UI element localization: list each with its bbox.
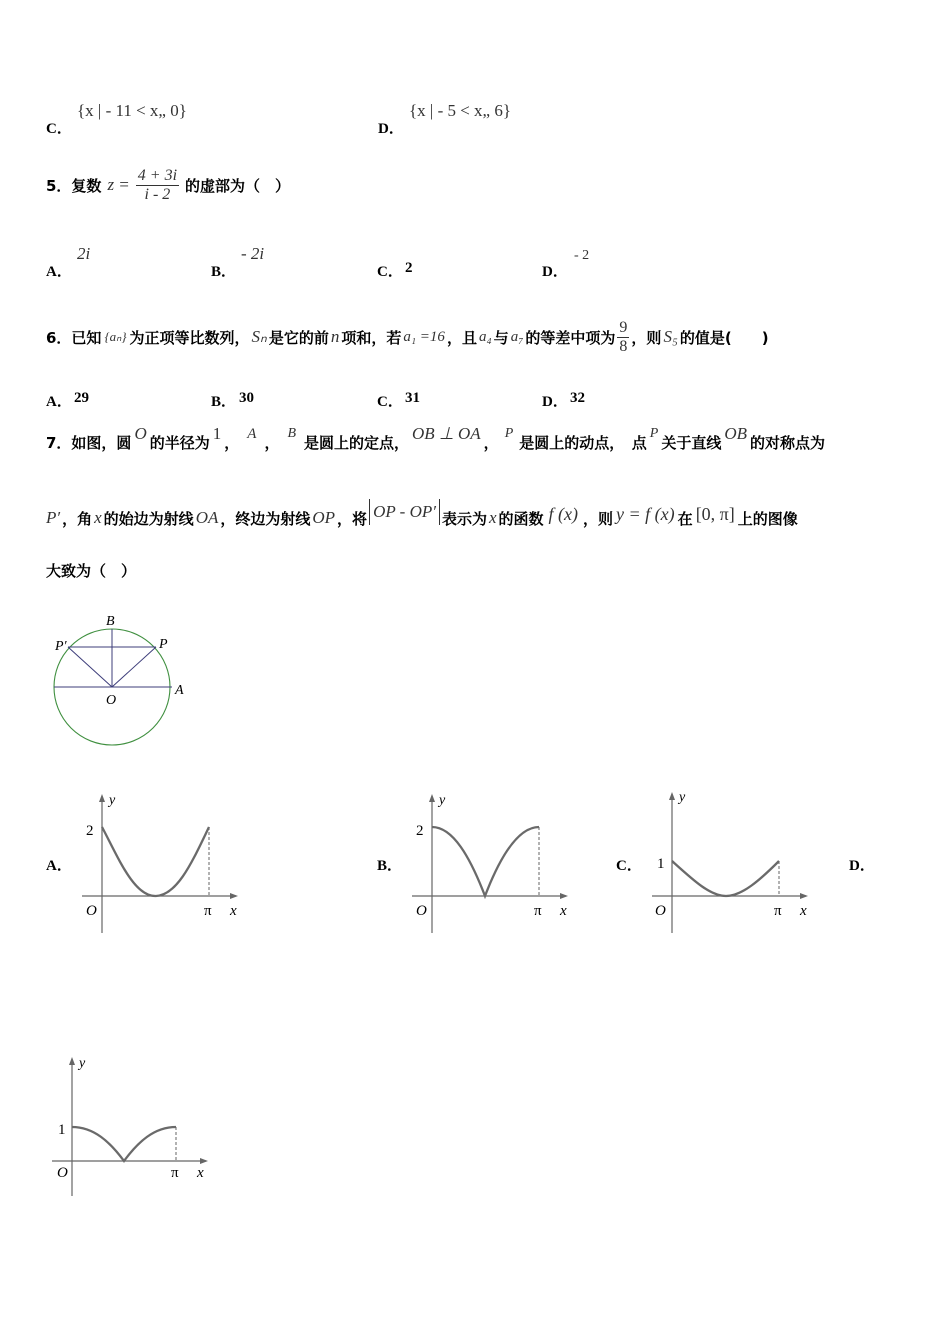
q7-l1-B: B <box>287 426 297 441</box>
graph-d-curve <box>72 1127 176 1161</box>
q6-s5: S₅ <box>663 327 678 346</box>
q7-l2-OA: OA <box>195 508 219 527</box>
q7-l2-text-1: ，角 <box>62 509 93 528</box>
graph-d-x-label: x <box>197 1165 204 1181</box>
graph-a-label: A． <box>46 858 72 874</box>
circle-figure <box>40 608 210 753</box>
q5-suffix: 的虚部为（ ） <box>185 176 291 195</box>
q6-text-3: 是它的前 <box>268 328 329 347</box>
q7-l2-text-8: 在 <box>677 509 693 528</box>
graph-c-label: C． <box>616 858 642 874</box>
q6-fraction <box>617 319 629 356</box>
q5-fraction <box>136 167 179 204</box>
q5-prefix: 5．复数 <box>46 176 102 195</box>
q7-l2-fx: f (x) <box>548 503 579 524</box>
segment-op-prime <box>68 647 112 687</box>
graph-d-origin: O <box>57 1165 68 1181</box>
q7-l2-abs: OP - OP′ <box>369 499 440 525</box>
q7-l2-text-5: 表示为 <box>441 509 487 528</box>
q5-option-b-value: - 2i <box>241 244 265 263</box>
graph-a-curve <box>102 827 209 896</box>
q6-sn: Sₙ <box>251 327 267 346</box>
q6-text-2: 为正项等比数列， <box>129 328 250 347</box>
question-7-line-3: 大致为（ ） <box>46 562 137 580</box>
q7-l2-text-6: 的函数 <box>498 509 544 528</box>
q6-a4: a₄ <box>478 328 492 345</box>
q6-option-a-label: A． <box>46 394 72 410</box>
graph-d <box>48 1050 218 1200</box>
graph-a-origin: O <box>86 903 97 919</box>
q6-n: n <box>330 327 340 346</box>
question-7-line-1 <box>46 422 825 462</box>
graph-c-pi: π <box>774 903 782 919</box>
graph-d-x-arrow <box>200 1158 208 1164</box>
q7-l2-text-2: 的始边为射线 <box>103 509 194 528</box>
q4-option-d-expression: {x | - 5 < x„ 6} <box>409 101 512 120</box>
q7-l2-text-9: 上的图像 <box>737 509 798 528</box>
q7-l1-text-1: 7．如图，圆 <box>46 433 132 452</box>
segment-op <box>112 647 156 687</box>
graph-d-label: D． <box>849 858 875 874</box>
q7-l2-interval: [0, π] <box>695 503 735 524</box>
graph-a-pi: π <box>204 903 212 919</box>
q7-l1-perp: OB ⊥ OA <box>412 424 481 443</box>
q7-l2-OP: OP <box>312 508 336 527</box>
label-b: B <box>106 614 115 629</box>
q6-sequence: {aₙ} <box>104 329 127 344</box>
graph-a <box>78 785 248 935</box>
graph-a-max-label: 2 <box>86 823 94 839</box>
q4-option-d-label: D． <box>378 121 404 137</box>
q7-l1-P2: P <box>649 426 659 441</box>
graph-b-label: B． <box>377 858 403 874</box>
q6-text-8: ，则 <box>631 328 662 347</box>
graph-b-y-arrow <box>429 794 435 802</box>
graph-c-origin: O <box>655 903 666 919</box>
q7-l1-text-6: ， <box>483 433 499 452</box>
q7-l2-P-prime: P′ <box>46 508 61 527</box>
graph-c-max-label: 1 <box>657 856 665 872</box>
q7-l2-x2: x <box>488 508 497 527</box>
q5-option-d-value: - 2 <box>574 248 590 263</box>
graph-a-x-arrow <box>230 893 238 899</box>
graph-a-y-arrow <box>99 794 105 802</box>
q7-l1-text-7: 是圆上的动点， 点 <box>519 433 647 452</box>
label-a: A <box>175 683 184 698</box>
graph-b <box>408 785 578 935</box>
q4-option-c-expression: {x | - 11 < x„ 0} <box>77 101 187 120</box>
q7-l1-text-5: 是圆上的定点， <box>304 433 410 452</box>
graph-c-y-label: y <box>679 790 686 805</box>
graph-b-curve <box>432 827 539 896</box>
graph-c-x-label: x <box>800 903 807 919</box>
q6-frac-num: 9 <box>619 318 628 336</box>
q6-text-7: 的等差中项为 <box>525 328 616 347</box>
q7-l1-one: 1 <box>212 424 222 443</box>
q5-option-c-label: C． <box>377 264 403 280</box>
q5-option-a-label: A． <box>46 264 72 280</box>
graph-a-y-label: y <box>109 793 116 808</box>
graph-d-max-label: 1 <box>58 1122 66 1138</box>
graph-b-pi: π <box>534 903 542 919</box>
q5-z-equals: z = <box>107 175 130 194</box>
q7-l1-text-3: ， <box>224 433 240 452</box>
label-p-prime: P′ <box>55 639 67 654</box>
graph-c-y-arrow <box>669 792 675 800</box>
q6-option-d-label: D． <box>542 394 568 410</box>
q7-l1-text-4: ， <box>264 433 280 452</box>
graph-c-curve <box>672 861 779 896</box>
q6-option-a-value: 29 <box>74 390 89 406</box>
q5-numerator: 4 + 3i <box>137 166 178 184</box>
graph-d-y-arrow <box>69 1057 75 1065</box>
q5-denominator: i - 2 <box>144 185 171 203</box>
q5-option-b-label: B． <box>211 264 237 280</box>
q5-option-d-label: D． <box>542 264 568 280</box>
q6-a7: a₇ <box>510 328 524 345</box>
graph-d-y-label: y <box>79 1056 86 1071</box>
label-p: P <box>159 637 168 652</box>
question-7-line-2 <box>46 498 798 538</box>
question-5-stem <box>46 162 290 208</box>
q7-l2-text-3: ，终边为射线 <box>220 509 311 528</box>
q7-l2-text-7: ，则 <box>583 509 614 528</box>
q6-text-6: 与 <box>493 328 509 347</box>
q6-frac-den: 8 <box>619 337 628 355</box>
q6-option-c-value: 31 <box>405 390 420 406</box>
q7-l2-text-4: ，将 <box>337 509 368 528</box>
q7-l1-text-8: 关于直线 <box>661 433 722 452</box>
q6-option-b-value: 30 <box>239 390 254 406</box>
graph-b-y-label: y <box>439 793 446 808</box>
q7-l1-text-9: 的对称点为 <box>750 433 826 452</box>
q7-l1-OB: OB <box>724 424 748 443</box>
graph-b-max-label: 2 <box>416 823 424 839</box>
q7-l1-text-2: 的半径为 <box>149 433 210 452</box>
q7-l1-P: P <box>504 426 514 441</box>
q7-l2-x1: x <box>94 508 102 527</box>
q7-l1-O: O <box>134 424 147 443</box>
q4-option-c-label: C． <box>46 121 72 137</box>
graph-c <box>648 785 818 935</box>
q6-text-9: 的值是( ) <box>679 328 769 347</box>
q6-text-1: 6．已知 <box>46 328 102 347</box>
q6-option-d-value: 32 <box>570 390 585 406</box>
graph-b-x-arrow <box>560 893 568 899</box>
q6-text-4: 项和，若 <box>341 328 402 347</box>
q6-a1: a₁ =16 <box>403 328 445 345</box>
q5-option-a-value: 2i <box>77 244 91 263</box>
question-6-stem <box>46 304 769 370</box>
graph-b-origin: O <box>416 903 427 919</box>
label-o: O <box>106 693 117 708</box>
q6-option-c-label: C． <box>377 394 403 410</box>
q7-l2-yfx: y = f (x) <box>616 503 675 524</box>
graph-b-x-label: x <box>560 903 567 919</box>
graph-a-x-label: x <box>230 903 237 919</box>
graph-d-pi: π <box>171 1165 179 1181</box>
q5-option-c-value: 2 <box>405 260 413 276</box>
q6-text-5: ，且 <box>446 328 477 347</box>
q7-l1-A: A <box>247 425 257 442</box>
q6-option-b-label: B． <box>211 394 237 410</box>
graph-c-x-arrow <box>800 893 808 899</box>
